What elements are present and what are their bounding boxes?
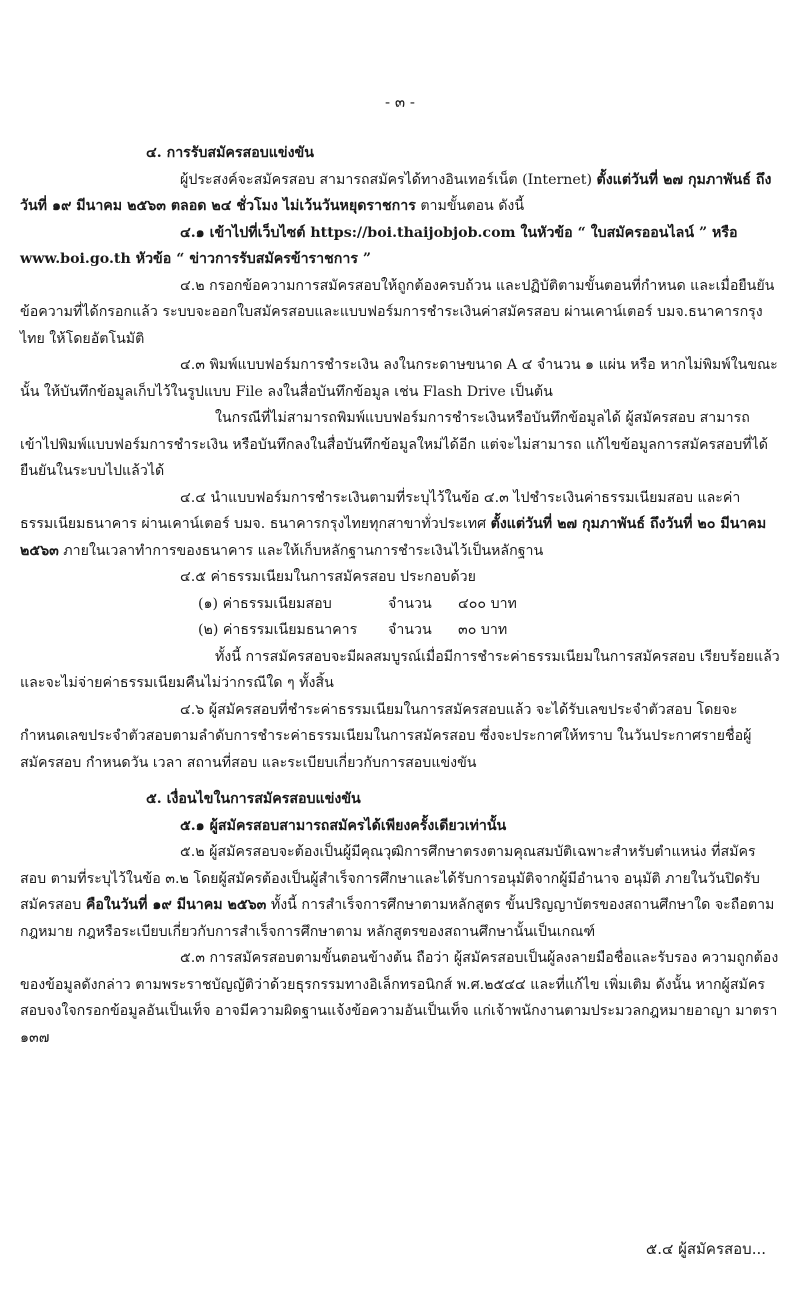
fee-qty: จำนวน	[388, 622, 432, 638]
item-5-2-text: ๕.๒ ผู้สมัครสอบจะต้องเป็นผู้มีคุณวุฒิการศึกษาตรงตามคุณสมบัติเฉพาะสำหรับตำแหน่ง ที่สมัครสอบ ตามที่ระบุไว้ในข้อ ๓.๒ โดยผู้สมัครต้องเป็นผู้สำเร็จการศึกษาและได้รับการอนุมัติจากผู้มีอำนาจ อนุมัติ ภายในวันปิดรับสมัครสอบ	[20, 844, 760, 913]
item-4-4-text: ๔.๔ นำแบบฟอร์มการชำระเงินตามที่ระบุไว้ในข้อ ๔.๓ ไปชำระเงินค่าธรรมเนียมสอบ และค่าธรรมเนียมธนาคาร ผ่านเคาน์เตอร์ บมจ. ธนาคารกรุงไทยทุกสาขาทั่วประเทศ	[20, 489, 741, 532]
item-5-1: ๕.๑ ผู้สมัครสอบสามารถสมัครได้เพียงครั้งเดียวเท่านั้น	[180, 817, 507, 834]
fee-row	[20, 617, 780, 644]
item-4-5-note: ทั้งนี้ การสมัครสอบจะมีผลสมบูรณ์เมื่อมีการชำระค่าธรรมเนียมในการสมัครสอบ เรียบร้อยแล้ว และจะไม่จ่ายค่าธรรมเนียมคืนไม่ว่ากรณีใด ๆ ทั้งสิ้น	[20, 648, 780, 691]
document-body	[20, 140, 780, 1051]
intro-end: ตามขั้นตอน ดังนี้	[415, 198, 525, 214]
page-number: - ๓ -	[385, 93, 415, 111]
item-5-2-date: คือในวันที่ ๑๙ มีนาคม ๒๕๖๓	[85, 897, 267, 913]
item-5-2-end: ทั้งนี้ การสำเร็จการศึกษาตามหลักสูตร ขั้นปริญญาบัตรของสถานศึกษาใด จะถือตามกฎหมาย กฎหรือระเบียบเกี่ยวกับการสำเร็จการศึกษาตาม หลักสูตรของสถานศึกษานั้นเป็นเกณฑ์	[20, 897, 775, 940]
section-5-heading: ๕. เงื่อนไขในการสมัครสอบแข่งขัน	[146, 791, 361, 807]
item-4-2: ๔.๒ กรอกข้อความการสมัครสอบให้ถูกต้องครบถ้วน และปฏิบัติตามขั้นตอนที่กำหนด และเมื่อยืนยันข้อความที่ได้กรอกแล้ว ระบบจะออกใบสมัครสอบและแบบฟอร์มการชำระเงินค่าสมัครสอบ ผ่านเคาน์เตอร์ บมจ.ธนาคารกรุงไทย ให้โดยอัตโนมัติ	[20, 277, 775, 347]
item-4-5: ๔.๕ ค่าธรรมเนียมในการสมัครสอบ ประกอบด้วย	[180, 569, 476, 585]
intro-text: ผู้ประสงค์จะสมัครสอบ สามารถสมัครได้ทางอินเทอร์เน็ต (Internet)	[180, 171, 597, 188]
continuation-footer: ๕.๔ ผู้สมัครสอบ...	[645, 1240, 766, 1258]
section-4-heading: ๔. การรับสมัครสอบแข่งขัน	[146, 145, 314, 161]
item-5-3: ๕.๓ การสมัครสอบตามขั้นตอนข้างต้น ถือว่า ผู้สมัครสอบเป็นผู้ลงลายมือชื่อและรับรอง ความถูกต้องของข้อมูลดังกล่าว ตามพระราชบัญญัติว่าด้วยธุรกรรมทางอิเล็กทรอนิกส์ พ.ศ.๒๕๔๔ และที่แก้ไข เพิ่มเติม ดังนั้น หากผู้สมัครสอบจงใจกรอกข้อมูลอันเป็นเท็จ อาจมีความผิดฐานแจ้งข้อความอันเป็นเท็จ แก่เจ้าพนักงานตามประมวลกฎหมายอาญา มาตรา ๑๓๗	[20, 950, 779, 1046]
item-4-6: ๔.๖ ผู้สมัครสอบที่ชำระค่าธรรมเนียมในการสมัครสอบแล้ว จะได้รับเลขประจำตัวสอบ โดยจะกำหนดเลขประจำตัวสอบตามลำดับการชำระค่าธรรมเนียมในการสมัครสอบ ซึ่งจะประกาศให้ทราบ ในวันประกาศรายชื่อผู้สมัครสอบ กำหนดวัน เวลา สถานที่สอบ และระเบียบเกี่ยวกับการสอบแข่งขัน	[20, 701, 752, 771]
item-4-1: ๔.๑ เข้าไปที่เว็บไซต์ https://boi.thaijobjob.com ในหัวข้อ “ ใบสมัครออนไลน์ ” หรือ www.boi.go.th หัวข้อ “ ข่าวการรับสมัครข้าราชการ ”	[20, 224, 738, 267]
item-4-4-end: ภายในเวลาทำการของธนาคาร และให้เก็บหลักฐานการชำระเงินไว้เป็นหลักฐาน	[58, 542, 544, 559]
fee-amount: ๔๐๐ บาท	[458, 595, 517, 612]
item-4-4	[20, 485, 780, 565]
item-4-4-dates: ตั้งแต่วันที่ ๒๗ กุมภาพันธ์ ถึงวันที่ ๒๐ มีนาคม ๒๕๖๓	[20, 516, 767, 559]
section-4-intro	[20, 167, 780, 220]
fee-label: (๑) ค่าธรรมเนียมสอบ	[198, 595, 332, 612]
item-4-3: ๔.๓ พิมพ์แบบฟอร์มการชำระเงิน ลงในกระดาษขนาด A ๔ จำนวน ๑ แผ่น หรือ หากไม่พิมพ์ในขณะนั้น ให้บันทึกข้อมูลเก็บไว้ในรูปแบบ File ลงในสื่อบันทึกข้อมูล เช่น Flash Drive เป็นต้น	[20, 357, 778, 400]
fee-row	[20, 591, 780, 618]
item-4-3-note: ในกรณีที่ไม่สามารถพิมพ์แบบฟอร์มการชำระเงินหรือบันทึกข้อมูลได้ ผู้สมัครสอบ สามารถเข้าไปพิมพ์แบบฟอร์มการชำระเงิน หรือบันทึกลงในสื่อบันทึกข้อมูลใหม่ได้อีก แต่จะไม่สามารถ แก้ไขข้อมูลการสมัครสอบที่ได้ยืนยันในระบบไปแล้วได้	[20, 410, 768, 479]
item-5-2	[20, 839, 780, 945]
intro-dates: ตั้งแต่วันที่ ๒๗ กุมภาพันธ์ ถึงวันที่ ๑๙ มีนาคม ๒๕๖๓ ตลอด ๒๔ ชั่วโมง ไม่เว้นวันหยุดราชการ	[20, 171, 772, 214]
fee-amount: ๓๐ บาท	[458, 622, 508, 638]
fee-qty: จำนวน	[388, 595, 432, 612]
fee-label: (๒) ค่าธรรมเนียมธนาคาร	[198, 622, 358, 638]
